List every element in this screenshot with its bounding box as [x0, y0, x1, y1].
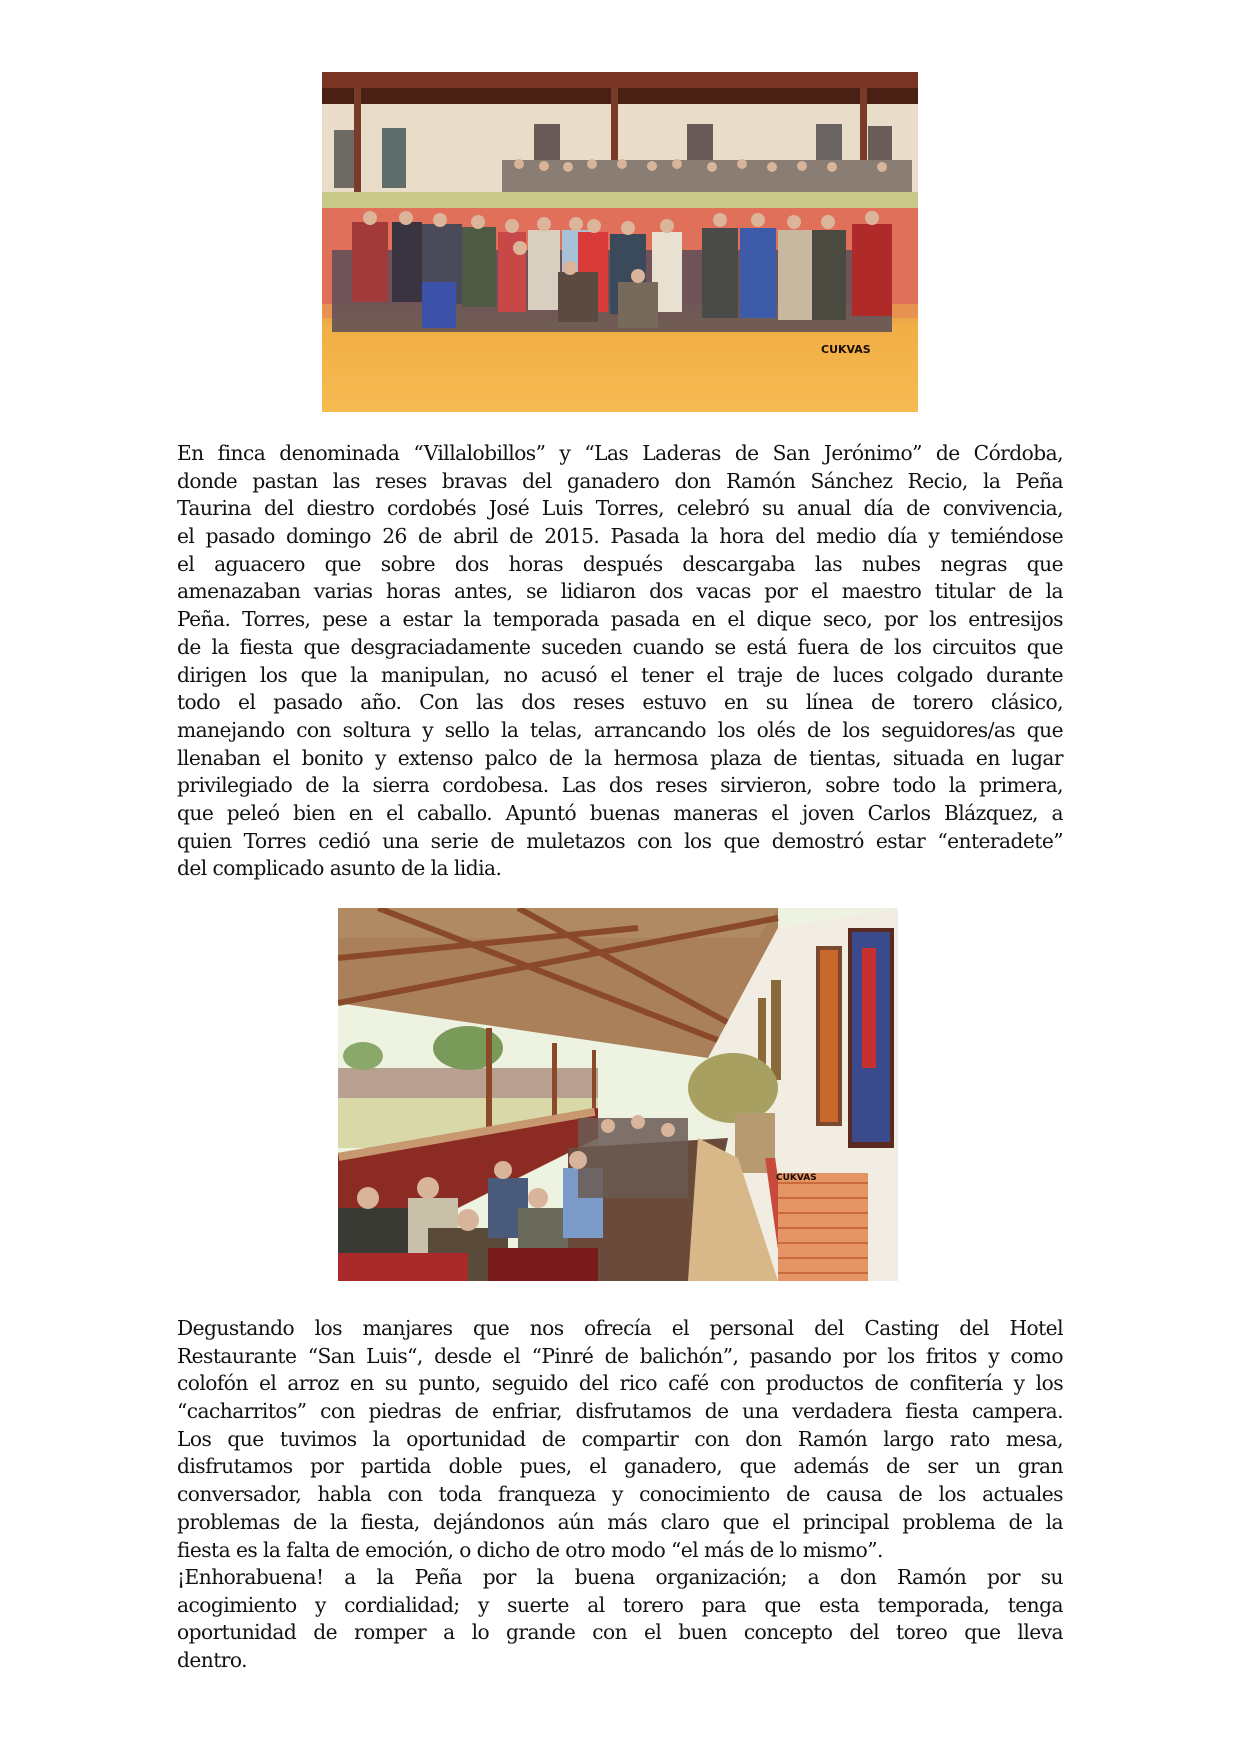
text-line: dentro.: [177, 1648, 247, 1673]
paragraph-2: [177, 1315, 1063, 1564]
text-line: Degustando los manjares que nos ofrecía el personal del Casting del Hotel: [177, 1316, 1063, 1340]
text-line: ¡Enhorabuena! a la Peña por la buena organización; a don Ramón por su: [177, 1565, 1063, 1589]
group-photo-image: [322, 72, 918, 412]
text-line: fiesta es la falta de emoción, o dicho de otro modo “el más de lo mismo”.: [177, 1537, 883, 1562]
text-line: acogimiento y cordialidad; y suerte al torero para que esta temporada, tenga: [177, 1592, 1063, 1617]
text-line: que peleó bien en el caballo. Apuntó buenas maneras el joven Carlos Blázquez, a: [177, 800, 1063, 825]
group-photo: [322, 72, 918, 412]
text-line: manejando con soltura y sello la telas, arrancando los olés de los seguidores/as que: [177, 717, 1063, 742]
text-line: dirigen los que la manipulan, no acusó el tener el traje de luces colgado durante: [177, 662, 1063, 687]
text-line: amenazaban varias horas antes, se lidiaron dos vacas por el maestro titular de la: [177, 579, 1063, 604]
paragraph-3: [177, 1564, 1063, 1675]
text-line: del complicado asunto de la lidia.: [177, 856, 502, 881]
group-photo-watermark: CUKVAS: [821, 343, 871, 356]
text-line: oportunidad de romper a lo grande con el buen concepto del toreo que lleva: [177, 1620, 1063, 1645]
text-line: “cacharritos” con piedras de enfriar, disfrutamos de una verdadera fiesta campera.: [177, 1399, 1063, 1424]
text-line: Peña. Torres, pese a estar la temporada pasada en el dique seco, por los entresijos: [177, 607, 1063, 632]
text-line: el aguacero que sobre dos horas después descargaba las nubes negras que: [177, 551, 1063, 576]
text-line: llenaban el bonito y extenso palco de la hermosa plaza de tientas, situada en lugar: [177, 745, 1063, 770]
text-line: donde pastan las reses bravas del ganadero don Ramón Sánchez Recio, la Peña: [177, 468, 1063, 493]
text-line: Restaurante “San Luis“, desde el “Pinré de balichón”, pasando por los fritos y como: [177, 1343, 1063, 1368]
text-line: disfrutamos por partida doble pues, el ganadero, que además de ser un gran: [177, 1454, 1063, 1479]
text-line: quien Torres cedió una serie de muletazos con los que demostró estar “enteradete”: [177, 828, 1063, 853]
lunch-photo: [338, 908, 898, 1281]
paragraph-1: [177, 440, 1063, 883]
text-line: privilegiado de la sierra cordobesa. Las dos reses sirvieron, sobre todo la primera,: [177, 773, 1063, 798]
text-line: de la fiesta que desgraciadamente suceden cuando se está fuera de los circuitos que: [177, 634, 1063, 659]
text-line: conversador, habla con toda franqueza y conocimiento de causa de los actuales: [177, 1482, 1063, 1507]
text-line: Taurina del diestro cordobés José Luis Torres, celebró su anual día de convivencia,: [177, 496, 1063, 521]
lunch-photo-image: [338, 908, 898, 1281]
lunch-photo-watermark: CUKVAS: [776, 1173, 817, 1183]
text-line: todo el pasado año. Con las dos reses estuvo en su línea de torero clásico,: [177, 690, 1063, 715]
text-line: el pasado domingo 26 de abril de 2015. Pasada la hora del medio día y temiéndose: [177, 524, 1063, 549]
text-line: Los que tuvimos la oportunidad de compartir con don Ramón largo rato mesa,: [177, 1426, 1063, 1451]
text-line: En finca denominada “Villalobillos” y “Las Laderas de San Jerónimo” de Córdoba,: [177, 441, 1063, 465]
text-line: colofón el arroz en su punto, seguido del rico café con productos de confitería y los: [177, 1371, 1063, 1396]
text-line: problemas de la fiesta, dejándonos aún más claro que el principal problema de la: [177, 1509, 1063, 1534]
